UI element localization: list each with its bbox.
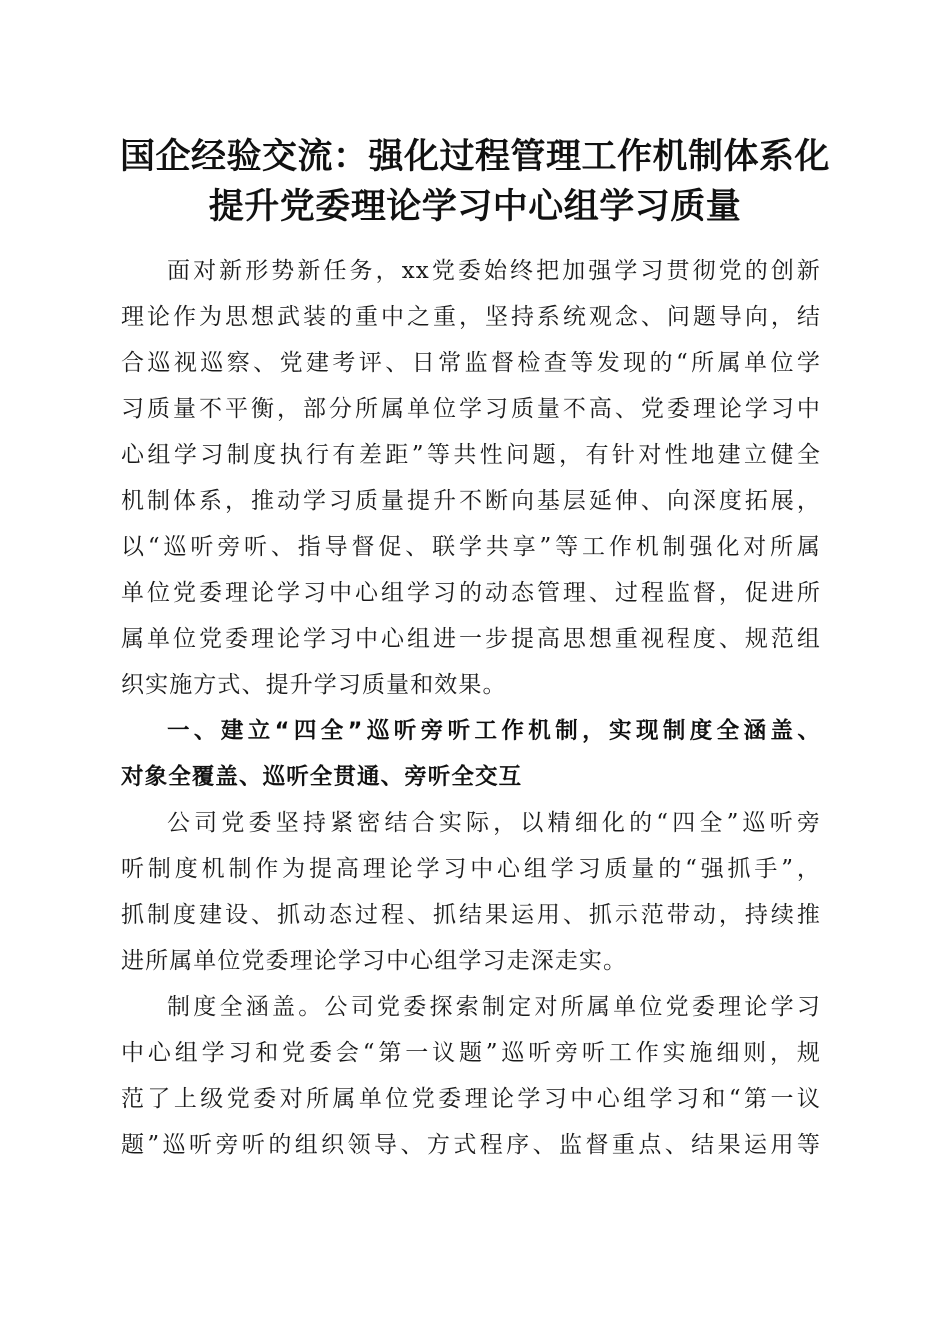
heading-line: 一、建立“四全”巡听旁听工作机制，实现制度全涵盖、	[167, 718, 821, 744]
section-heading-1	[121, 708, 821, 800]
section-1-paragraph	[121, 800, 821, 984]
system-coverage-paragraph	[121, 984, 821, 1168]
title-line-2: 提升党委理论学习中心组学习质量	[208, 186, 742, 227]
paragraph-line: 听制度机制作为提高理论学习中心组学习质量的“强抓手”，	[121, 856, 821, 882]
paragraph-line: 理论作为思想武装的重中之重，坚持系统观念、问题导向，结	[121, 304, 821, 330]
paragraph-line: 制度全涵盖。公司党委探索制定对所属单位党委理论学习	[167, 994, 821, 1020]
title-line-1: 国企经验交流：强化过程管理工作机制体系化	[119, 136, 830, 177]
paragraph-line: 中心组学习和党委会“第一议题”巡听旁听工作实施细则，规	[121, 1040, 821, 1066]
paragraph-line: 单位党委理论学习中心组学习的动态管理、过程监督，促进所	[121, 580, 821, 606]
paragraph-line: 以“巡听旁听、指导督促、联学共享”等工作机制强化对所属	[121, 534, 821, 560]
paragraph-line: 属单位党委理论学习中心组进一步提高思想重视程度、规范组	[121, 626, 821, 652]
paragraph-line: 公司党委坚持紧密结合实际，以精细化的“四全”巡听旁	[167, 810, 821, 836]
paragraph-line: 心组学习制度执行有差距”等共性问题，有针对性地建立健全	[121, 442, 821, 468]
document-title	[100, 132, 850, 232]
paragraph-line: 题”巡听旁听的组织领导、方式程序、监督重点、结果运用等	[121, 1132, 821, 1158]
paragraph-line: 机制体系，推动学习质量提升不断向基层延伸、向深度拓展，	[121, 488, 821, 514]
paragraph-line: 合巡视巡察、党建考评、日常监督检查等发现的“所属单位学	[121, 350, 821, 376]
intro-paragraph	[121, 248, 821, 708]
document-body	[121, 248, 821, 1168]
paragraph-line: 习质量不平衡，部分所属单位学习质量不高、党委理论学习中	[121, 396, 821, 422]
paragraph-line: 抓制度建设、抓动态过程、抓结果运用、抓示范带动，持续推	[121, 902, 821, 928]
heading-line: 对象全覆盖、巡听全贯通、旁听全交互	[121, 764, 523, 790]
paragraph-line: 织实施方式、提升学习质量和效果。	[121, 672, 507, 698]
paragraph-line: 面对新形势新任务，xx党委始终把加强学习贯彻党的创新	[167, 258, 821, 284]
paragraph-line: 范了上级党委对所属单位党委理论学习中心组学习和“第一议	[121, 1086, 821, 1112]
paragraph-line: 进所属单位党委理论学习中心组学习走深走实。	[121, 948, 628, 974]
